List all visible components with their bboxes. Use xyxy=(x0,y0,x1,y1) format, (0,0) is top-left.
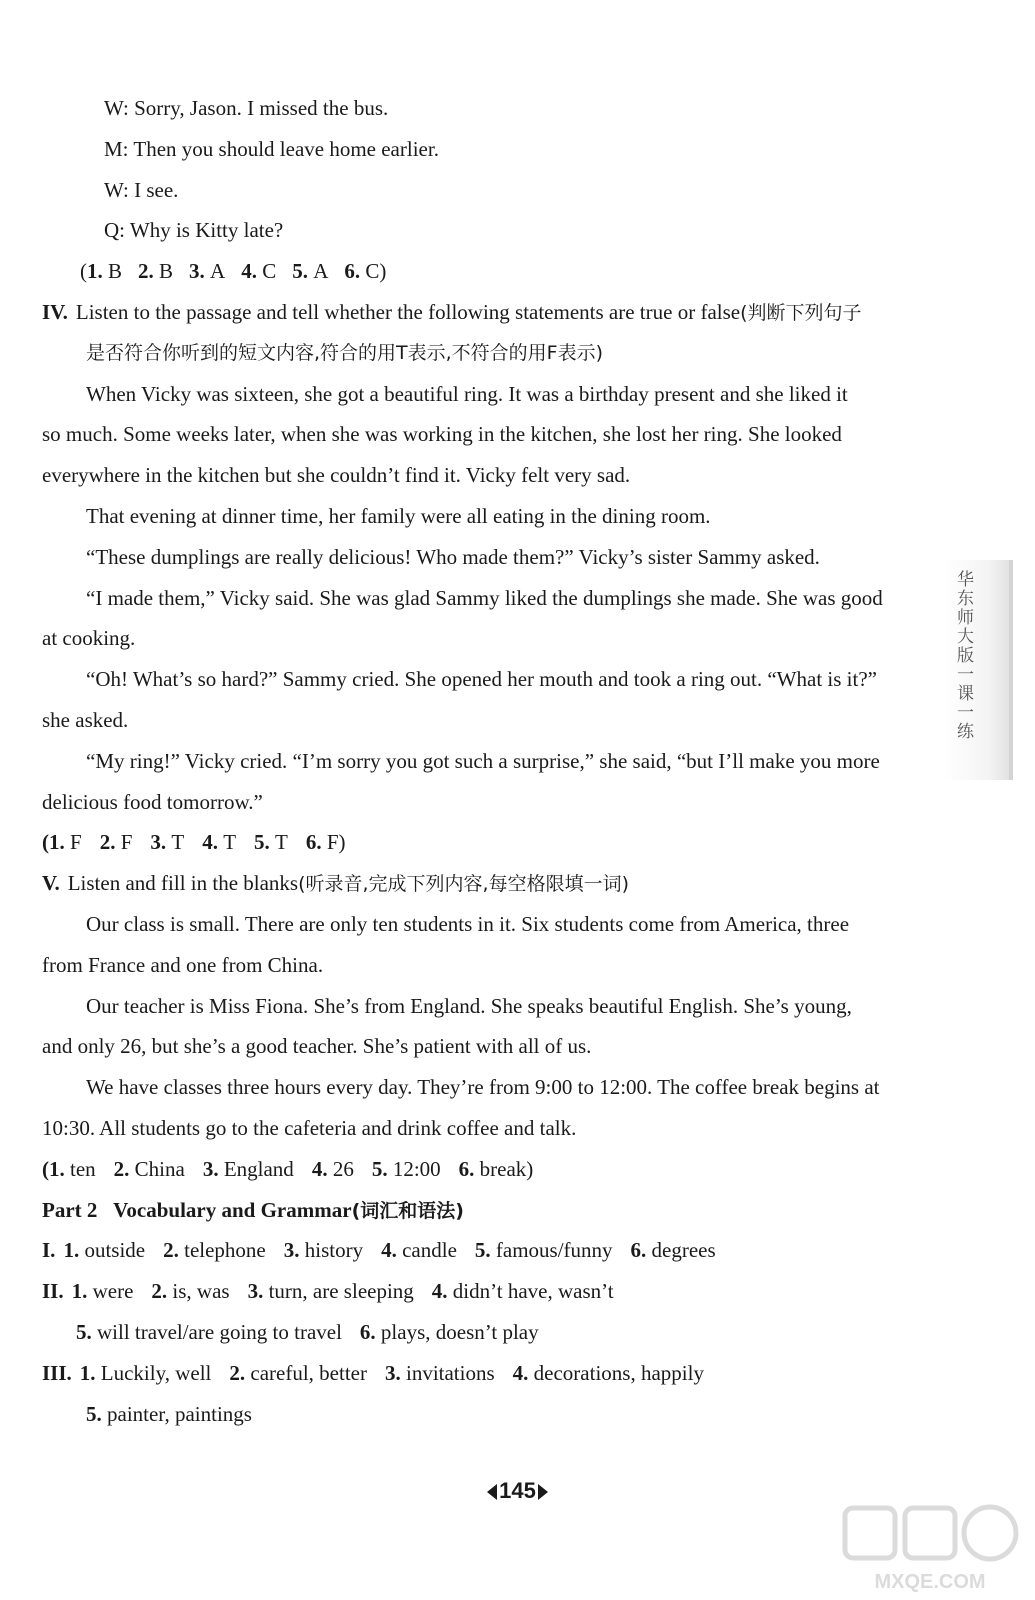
passage-line: at cooking. xyxy=(42,626,136,651)
part-title-zh: (词汇和语法) xyxy=(351,1199,464,1222)
answer-item: 6. break) xyxy=(458,1156,534,1181)
answer-item: 6. F) xyxy=(305,830,346,855)
answer-item: 2. telephone xyxy=(163,1238,266,1263)
section-instruction-zh: (听录音,完成下列内容,每空格限填一词) xyxy=(298,873,629,896)
side-tab-label: 华东师大版一课一练 xyxy=(953,570,973,741)
answer-item: 2. careful, better xyxy=(229,1360,367,1385)
answer-item: 1. outside xyxy=(63,1238,146,1263)
dialogue-line: Q: Why is Kitty late? xyxy=(104,218,284,243)
answer-item: 2. F xyxy=(99,830,133,855)
answer-item: 1. were xyxy=(71,1279,134,1304)
page-content xyxy=(42,88,927,1434)
answer-item: 2. China xyxy=(113,1156,185,1181)
answer-item: 3. England xyxy=(202,1156,294,1181)
passage-line: “My ring!” Vicky cried. “I’m sorry you got such a surprise,” she said, “but I’ll make you more xyxy=(86,748,880,773)
answer-item: 2. is, was xyxy=(151,1279,230,1304)
answer-item: 3. history xyxy=(283,1238,364,1263)
answer-item: 2. B xyxy=(138,259,174,284)
answer-item: 1. Luckily, well xyxy=(79,1360,212,1385)
answer-item: 3. invitations xyxy=(384,1360,495,1385)
section-instruction-zh: (判断下列句子 xyxy=(740,301,862,324)
answer-item: 1. B xyxy=(87,259,123,284)
answer-row-section-4 xyxy=(42,822,927,863)
part-2-section-3: III. 1. Luckily, well 2. careful, better 3. invitations 4. decorations, happily xyxy=(42,1360,704,1385)
part-2-section-1: I. 1. outside 2. telephone 3. history 4. candle 5. famous/funny 6. degrees xyxy=(42,1238,716,1263)
passage-line: so much. Some weeks later, when she was working in the kitchen, she lost her ring. She looked xyxy=(42,422,842,447)
dialogue-line: W: I see. xyxy=(104,177,179,202)
passage-line: That evening at dinner time, her family were all eating in the dining room. xyxy=(86,503,711,528)
answer-item: 6. degrees xyxy=(630,1238,716,1263)
part-2-heading xyxy=(42,1190,927,1231)
passage-line: We have classes three hours every day. They’re from 9:00 to 12:00. The coffee break begins at xyxy=(86,1075,880,1100)
answer-item: 6. plays, doesn’t play xyxy=(359,1319,539,1344)
answer-item: 5. will travel/are going to travel xyxy=(76,1319,342,1344)
passage-line: and only 26, but she’s a good teacher. She’s patient with all of us. xyxy=(42,1034,592,1059)
section-4-heading xyxy=(42,292,927,333)
dialogue-line: M: Then you should leave home earlier. xyxy=(104,136,439,161)
answer-item: 4. 26 xyxy=(311,1156,354,1181)
watermark-logo-icon xyxy=(835,1500,1025,1595)
section-instruction: Listen and fill in the blanks xyxy=(67,871,299,896)
answer-item: (1. F xyxy=(42,830,82,855)
section-instruction: Listen to the passage and tell whether the following statements are true or false xyxy=(75,299,741,324)
answer-item: 3. A xyxy=(189,259,226,284)
part-2-section-2: II. 1. were 2. is, was 3. turn, are sleeping 4. didn’t have, wasn’t xyxy=(42,1279,614,1304)
answer-item: 3. turn, are sleeping xyxy=(247,1279,414,1304)
part-2-section-2-cont xyxy=(42,1312,927,1353)
triangle-left-icon xyxy=(487,1484,497,1500)
answer-item: 5. painter, paintings xyxy=(86,1401,252,1426)
triangle-right-icon xyxy=(538,1484,548,1500)
passage-line: When Vicky was sixteen, she got a beautiful ring. It was a birthday present and she liked it xyxy=(86,381,848,406)
part-title: Vocabulary and Grammar xyxy=(113,1197,352,1222)
watermark-text: MXQE.COM xyxy=(874,1571,986,1593)
passage-line: “These dumplings are really delicious! Who made them?” Vicky’s sister Sammy asked. xyxy=(86,544,820,569)
passage-line: Our class is small. There are only ten students in it. Six students come from America, three xyxy=(86,911,850,936)
answer-item: 5. famous/funny xyxy=(474,1238,613,1263)
answer-item: 4. candle xyxy=(381,1238,457,1263)
passage-line: Our teacher is Miss Fiona. She’s from England. She speaks beautiful English. She’s young, xyxy=(86,993,852,1018)
section-number: IV. xyxy=(42,299,68,324)
answer-item: 6. C) xyxy=(344,259,387,284)
answer-item: 5. T xyxy=(254,830,288,855)
section-instruction-zh: 是否符合你听到的短文内容,符合的用T表示,不符合的用F表示) xyxy=(86,341,604,364)
answer-item: 4. didn’t have, wasn’t xyxy=(431,1279,614,1304)
answer-item: 4. C xyxy=(241,259,277,284)
answer-item: (1. ten xyxy=(42,1156,96,1181)
page-number: 145 xyxy=(0,1478,1035,1504)
section-number: V. xyxy=(42,871,60,896)
passage-line: she asked. xyxy=(42,707,129,732)
passage-line: “Oh! What’s so hard?” Sammy cried. She opened her mouth and took a ring out. “What is it?” xyxy=(86,667,877,692)
passage-line: from France and one from China. xyxy=(42,952,324,977)
answer-row-section-3: (1. B 2. B 3. A 4. C 5. A 6. C) xyxy=(80,259,387,284)
answer-item: 3. T xyxy=(150,830,185,855)
part-2-section-3-cont xyxy=(42,1394,927,1435)
passage-line: 10:30. All students go to the cafeteria and drink coffee and talk. xyxy=(42,1115,577,1140)
passage-line: delicious food tomorrow.” xyxy=(42,789,263,814)
dialogue-line: W: Sorry, Jason. I missed the bus. xyxy=(104,96,389,120)
section-5-heading xyxy=(42,863,927,904)
answer-item: 4. T xyxy=(202,830,237,855)
part-label: Part 2 xyxy=(42,1197,98,1222)
answer-item: 4. decorations, happily xyxy=(512,1360,704,1385)
passage-line: “I made them,” Vicky said. She was glad Sammy liked the dumplings she made. She was good xyxy=(86,585,883,610)
answer-row-section-5 xyxy=(42,1149,927,1190)
answer-item: 5. A xyxy=(292,259,329,284)
answer-item: 5. 12:00 xyxy=(371,1156,441,1181)
passage-line: everywhere in the kitchen but she couldn’t find it. Vicky felt very sad. xyxy=(42,463,631,488)
